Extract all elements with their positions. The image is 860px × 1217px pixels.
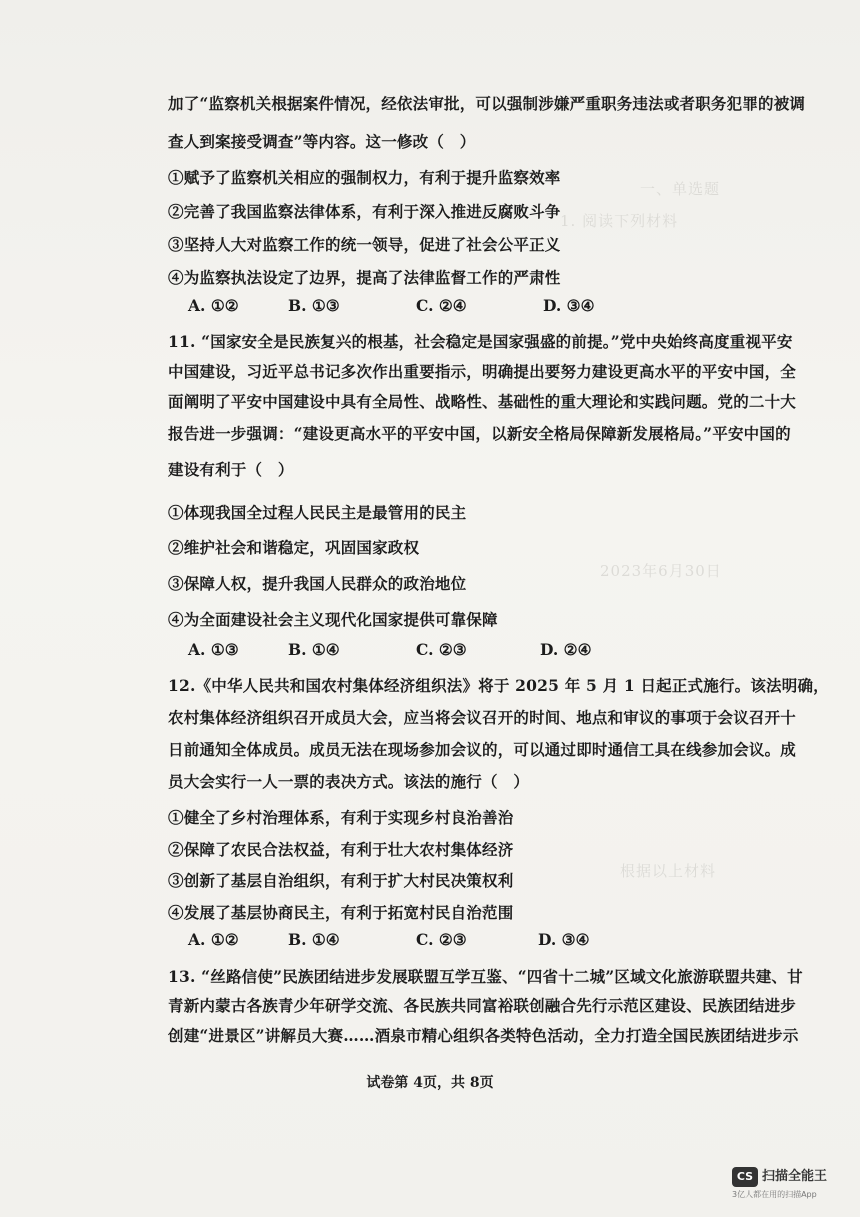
q13-stem-line1: 13. “丝路信使”民族团结进步发展联盟互学互鉴、“四省十二城”区域文化旅游联盟共建、甘 [168,967,803,986]
q11-stem-line2: 中国建设，习近平总书记多次作出重要指示，明确提出要努力建设更高水平的平安中国，全 [168,362,797,381]
q11-stem-line5: 建设有利于（ ） [168,460,294,479]
q13-stem-line2: 青新内蒙古各族青少年研学交流、各民族共同富裕联创融合先行示范区建设、民族团结进步 [168,996,797,1015]
choice-a: A. ①② [188,930,239,949]
bleed-through-text: 1. 阅读下列材料 [560,212,679,230]
q10-option-2: ②完善了我国监察法律体系，有利于深入推进反腐败斗争 [168,202,561,221]
scanner-watermark [732,1167,842,1203]
q12-stem-line2: 农村集体经济组织召开成员大会，应当将会议召开的时间、地点和审议的事项于会议召开十 [168,708,797,727]
choice-b: B. ①③ [288,296,340,315]
q12-option-3: ③创新了基层自治组织，有利于扩大村民决策权利 [168,871,514,890]
q13-stem-line3: 创建“进景区”讲解员大赛……酒泉市精心组织各类特色活动，全力打造全国民族团结进步示 [168,1026,799,1045]
camscanner-logo-icon: CS [732,1167,758,1187]
choice-d: D. ③④ [543,296,595,315]
watermark-slogan: 3亿人都在用的扫描App [732,1190,817,1199]
q11-stem-line3: 面阐明了平安中国建设中具有全局性、战略性、基础性的重大理论和实践问题。党的二十大 [168,392,797,411]
q11-option-1: ①体现我国全过程人民民主是最管用的民主 [168,503,467,522]
q12-option-1: ①健全了乡村治理体系，有利于实现乡村良治善治 [168,808,514,827]
q11-option-2: ②维护社会和谐稳定，巩固国家政权 [168,538,420,557]
choice-a: A. ①② [188,296,239,315]
q12-option-2: ②保障了农民合法权益，有利于壮大农村集体经济 [168,840,514,859]
q10-option-4: ④为监察执法设定了边界，提高了法律监督工作的严肃性 [168,268,561,287]
choice-c: C. ②③ [416,930,467,949]
watermark-brand: 扫描全能王 [762,1169,828,1184]
q10-stem-line2: 查人到案接受调查”等内容。这一修改（ ） [168,132,476,151]
choice-c: C. ②④ [416,296,467,315]
q12-stem-line3: 日前通知全体成员。成员无法在现场参加会议的，可以通过即时通信工具在线参加会议。成 [168,740,797,759]
q12-stem-line4: 员大会实行一人一票的表决方式。该法的施行（ ） [168,772,530,791]
bleed-through-text: 一、单选题 [640,180,721,198]
choice-b: B. ①④ [288,640,340,659]
page-footer: 试卷第 4页，共 8页 [366,1075,494,1091]
choice-b: B. ①④ [288,930,340,949]
q10-option-1: ①赋予了监察机关相应的强制权力，有利于提升监察效率 [168,168,561,187]
choice-d: D. ②④ [540,640,592,659]
q12-stem-line1: 12.《中华人民共和国农村集体经济组织法》将于 2025 年 5 月 1 日起正式施行。该法明确， [168,676,829,695]
q11-option-4: ④为全面建设社会主义现代化国家提供可靠保障 [168,610,498,629]
q10-option-3: ③坚持人大对监察工作的统一领导，促进了社会公平正义 [168,235,561,254]
bleed-through-text: 根据以上材料 [620,862,717,880]
q12-option-4: ④发展了基层协商民主，有利于拓宽村民自治范围 [168,903,514,922]
choice-c: C. ②③ [416,640,467,659]
q11-stem-line4: 报告进一步强调：“建设更高水平的平安中国，以新安全格局保障新发展格局。”平安中国的 [168,424,791,443]
choice-a: A. ①③ [188,640,239,659]
bleed-through-text: 2023年6月30日 [600,562,722,580]
q10-stem-line1: 加了“监察机关根据案件情况，经依法审批，可以强制涉嫌严重职务违法或者职务犯罪的被调 [168,94,806,113]
choice-d: D. ③④ [538,930,590,949]
q11-stem-line1: 11. “国家安全是民族复兴的根基，社会稳定是国家强盛的前提。”党中央始终高度重视平安 [168,332,793,351]
q11-option-3: ③保障人权，提升我国人民群众的政治地位 [168,574,467,593]
